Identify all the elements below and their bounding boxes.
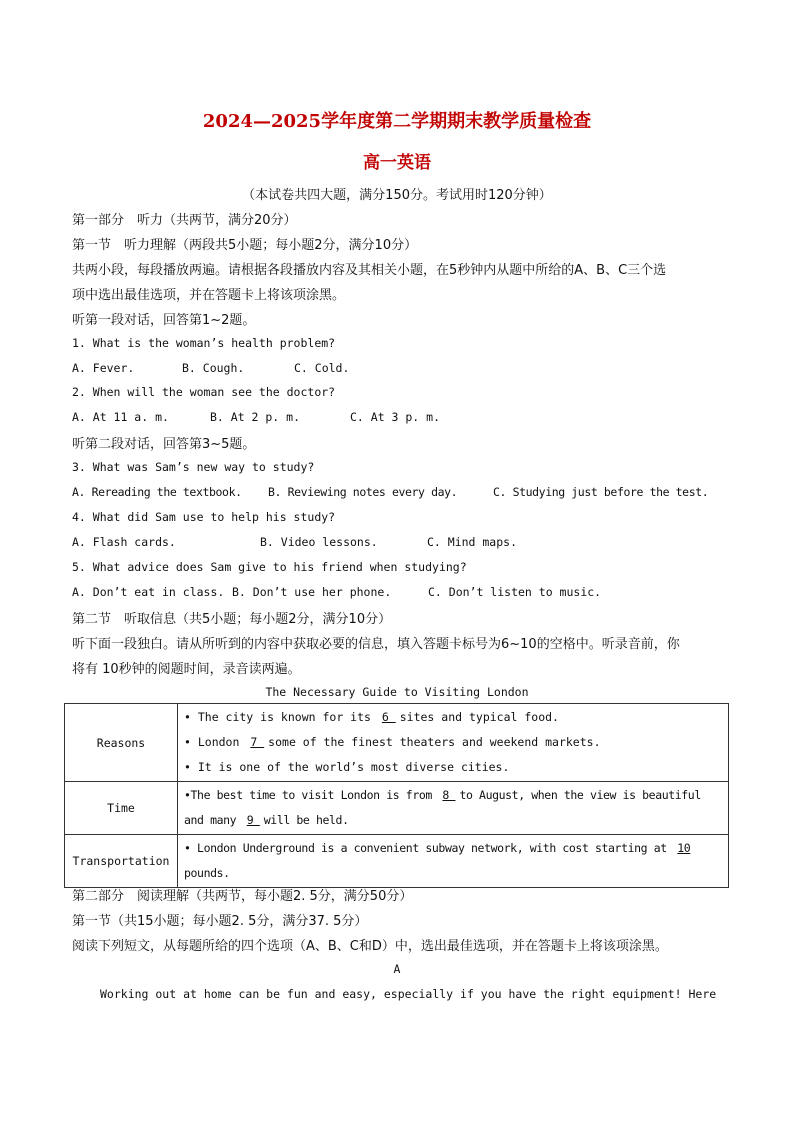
question-5: 5. What advice does Sam give to his friend when studying?: [72, 560, 467, 574]
exam-subject: 高一英语: [363, 153, 431, 173]
dialog1-intro: 听第一段对话，回答第1~2题。: [72, 313, 256, 328]
text-segment: to August, when the view is beautiful: [459, 788, 701, 802]
question-4-options: [72, 535, 732, 549]
text-segment: will be held.: [263, 813, 349, 827]
option-c: C. Cold.: [294, 361, 350, 375]
transport-line-2: pounds.: [184, 866, 230, 880]
question-3: 3. What was Sam’s new way to study?: [72, 460, 315, 474]
dialog2-intro: 听第二段对话，回答第3~5题。: [72, 437, 256, 452]
time-line-2: [184, 808, 722, 833]
section1-instructions-line1: 共两小段，每段播放两遍。请根据各段播放内容及其相关小题，在5秒钟内从题中所给的A、B、C三个选: [72, 263, 667, 278]
reasons-bullet-2: [184, 730, 722, 755]
option-b: B. Video lessons.: [260, 535, 378, 549]
question-1: 1. What is the woman’s health problem?: [72, 336, 336, 350]
part2-section1-heading: 第一节（共15小题；每小题2. 5分，满分37. 5分）: [72, 914, 368, 929]
question-1-options: [72, 361, 732, 375]
table-title: The Necessary Guide to Visiting London: [265, 685, 529, 699]
option-c: C. Don’t listen to music.: [428, 585, 602, 599]
exam-title: 2024—2025学年度第二学期期末教学质量检查: [202, 111, 592, 132]
option-b: B. At 2 p. m.: [210, 410, 301, 424]
exam-note: （本试卷共四大题，满分150分。考试用时120分钟）: [242, 188, 552, 203]
option-a: A. Don’t eat in class.: [72, 585, 225, 599]
question-3-options: [72, 485, 732, 499]
section2-instructions-line1: 听下面一段独白。请从所听到的内容中获取必要的信息，填入答题卡标号为6~10的空格中。听录音前，你: [72, 637, 680, 652]
row-label-transportation: Transportation: [65, 835, 178, 888]
blank-8: 8: [442, 788, 456, 802]
row-label-reasons: Reasons: [65, 704, 178, 782]
option-a: A. Rereading the textbook.: [72, 485, 242, 499]
part2-instructions: 阅读下列短文，从每题所给的四个选项（A、B、C和D）中，选出最佳选项，并在答题卡上将该项涂黑。: [72, 939, 668, 954]
blank-6: 6: [381, 710, 396, 724]
option-a: A. Fever.: [72, 361, 135, 375]
passage-label: A: [393, 962, 401, 976]
table-row: [65, 704, 729, 782]
part1-section2-heading: 第二节 听取信息（共5小题；每小题2分，满分10分）: [72, 612, 392, 627]
section2-instructions-line2: 将有 10秒钟的阅题时间，录音读两遍。: [72, 662, 301, 677]
question-2: 2. When will the woman see the doctor?: [72, 385, 336, 399]
question-2-options: [72, 410, 732, 424]
table-row: [65, 782, 729, 835]
question-4: 4. What did Sam use to help his study?: [72, 510, 336, 524]
section1-instructions-line2: 项中选出最佳选项，并在答题卡上将该项涂黑。: [72, 288, 346, 303]
option-a: A. Flash cards.: [72, 535, 176, 549]
option-b: B. Don’t use her phone.: [232, 585, 392, 599]
row-content-time: [178, 782, 729, 835]
option-c: C. Mind maps.: [427, 535, 518, 549]
reasons-bullet-1: [184, 705, 722, 730]
transport-line-1: [184, 836, 722, 861]
london-guide-table: [64, 703, 729, 888]
text-segment: sites and typical food.: [399, 710, 559, 724]
blank-10: 10: [677, 841, 691, 855]
part1-section1-heading: 第一节 听力理解（两段共5小题；每小题2分，满分10分）: [72, 238, 418, 253]
part1-heading: 第一部分 听力（共两节，满分20分）: [72, 213, 297, 228]
text-segment: • The city is known for its: [184, 710, 378, 724]
option-b: B. Cough.: [182, 361, 245, 375]
option-a: A. At 11 a. m.: [72, 410, 169, 424]
option-c: C. Studying just before the test.: [493, 485, 709, 499]
row-label-time: Time: [65, 782, 178, 835]
blank-7: 7: [250, 735, 265, 749]
passage-first-line: Working out at home can be fun and easy, especially if you have the right equipment! Here: [100, 987, 717, 1001]
part2-heading: 第二部分 阅读理解（共两节，每小题2. 5分，满分50分）: [72, 889, 413, 904]
text-segment: • London Underground is a convenient subway network, with cost starting at: [184, 841, 674, 855]
blank-9: 9: [246, 813, 260, 827]
option-b: B. Reviewing notes every day.: [268, 485, 458, 499]
reasons-bullet-3: • It is one of the world’s most diverse cities.: [184, 760, 510, 774]
text-segment: and many: [184, 813, 243, 827]
time-line-1: [184, 783, 722, 808]
table-row: [65, 835, 729, 888]
text-segment: •The best time to visit London is from: [184, 788, 439, 802]
text-segment: • London: [184, 735, 247, 749]
text-segment: some of the finest theaters and weekend markets.: [268, 735, 601, 749]
row-content-transportation: [178, 835, 729, 888]
option-c: C. At 3 p. m.: [350, 410, 441, 424]
question-5-options: [72, 585, 732, 599]
row-content-reasons: [178, 704, 729, 782]
